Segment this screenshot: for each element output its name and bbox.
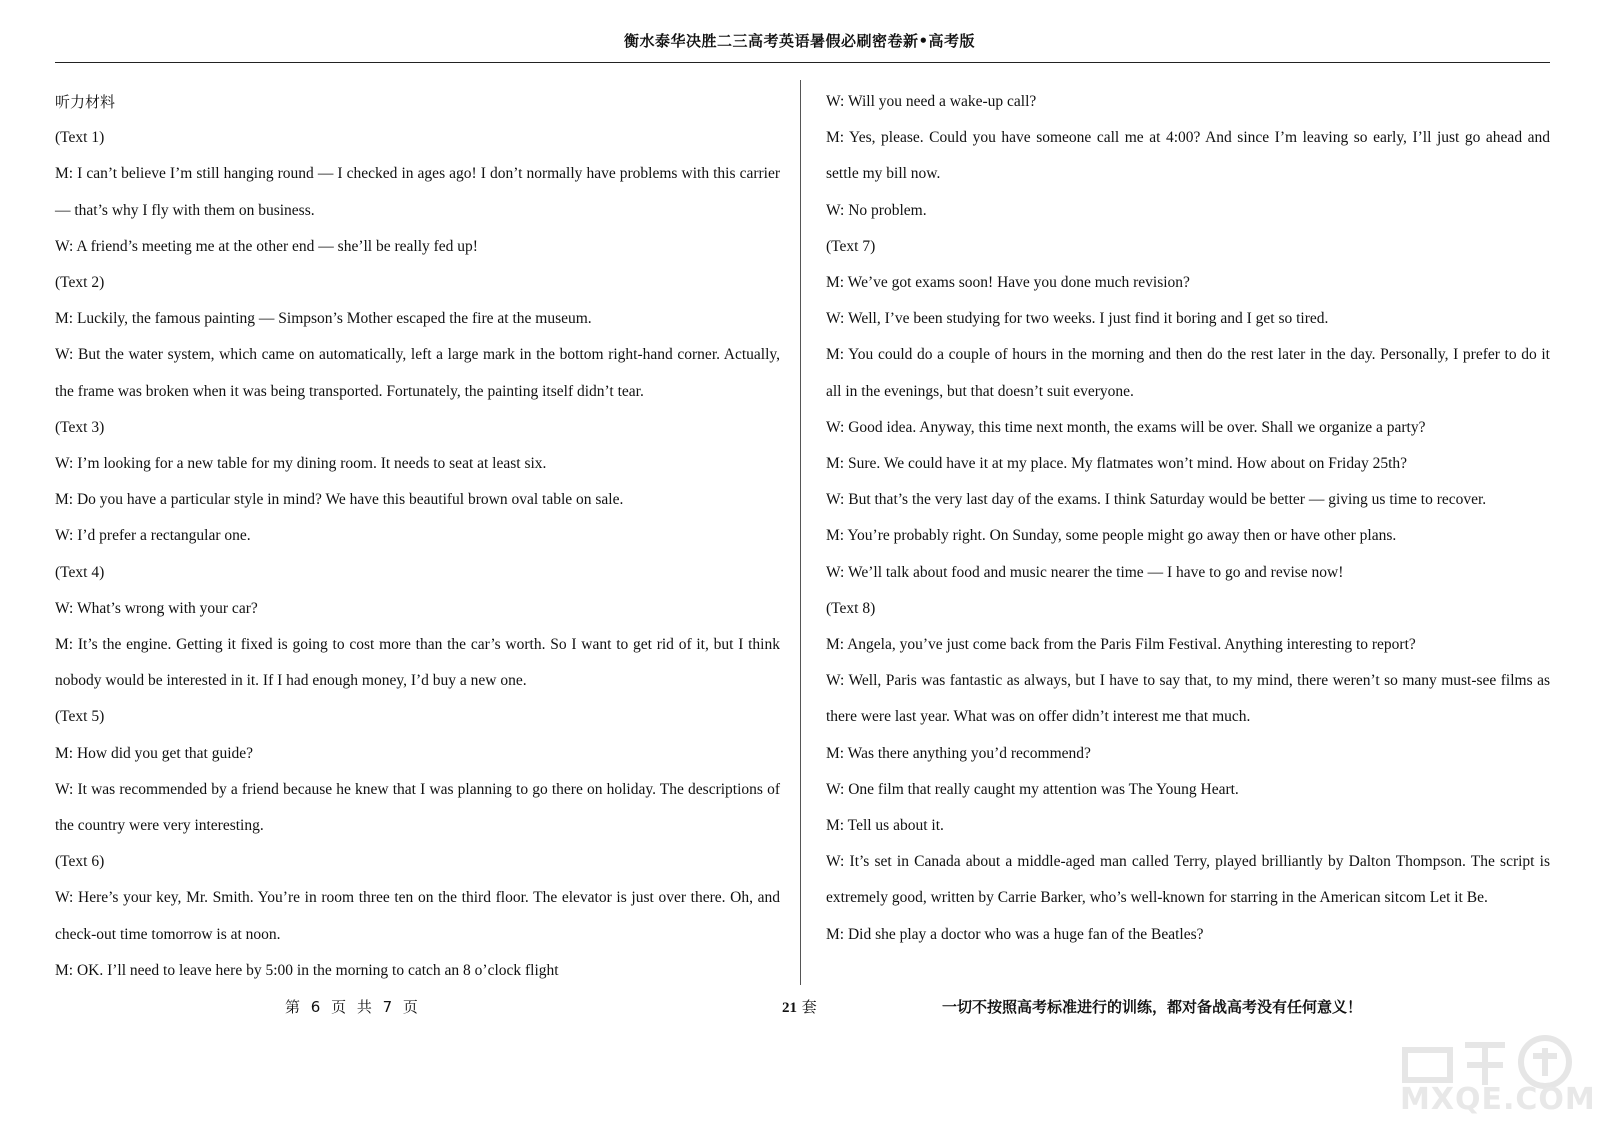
dialogue-line: M: Do you have a particular style in mind? We have this beautiful brown oval table on sale. [55, 491, 624, 509]
page-header-title: 衡水泰华决胜二三高考英语暑假必刷密卷新•高考版 [623, 32, 976, 50]
dialogue-line: M: Was there anything you’d recommend? [826, 744, 1091, 762]
dialogue-line: M: Tell us about it. [826, 817, 944, 835]
dialogue-line: W: Good idea. Anyway, this time next month, the exams will be over. Shall we organize a party? [826, 418, 1426, 436]
dialogue-line: M: Angela, you’ve just come back from the Paris Film Festival. Anything interesting to report? [826, 636, 1416, 654]
footer-set-number [782, 996, 817, 1017]
dialogue-line: W: Well, Paris was fantastic as always, but I have to say that, to my mind, there weren’t so many must-see films as there were last year. What was on offer didn’t interest me that much. [826, 672, 1550, 726]
dialogue-line: M: Sure. We could have it at my place. My flatmates won’t mind. How about on Friday 25th? [826, 455, 1408, 473]
dialogue-line: M: Yes, please. Could you have someone call me at 4:00? And since I’m leaving so early, I’ll just go ahead and settle my bill now. [826, 129, 1550, 183]
dialogue-line: W: Will you need a wake-up call? [826, 93, 1037, 110]
footer-slogan: 一切不按照高考标准进行的训练，都对备战高考没有任何意义！ [942, 998, 1363, 1016]
dialogue-line: W: What’s wrong with your car? [55, 599, 258, 617]
text-label: (Text 6) [55, 853, 105, 871]
left-column [55, 84, 780, 989]
dialogue-line: W: One film that really caught my attention was The Young Heart. [826, 780, 1239, 798]
dialogue-line: W: But that’s the very last day of the exams. I think Saturday would be better — giving us time to recover. [826, 491, 1487, 509]
dialogue-line: M: You’re probably right. On Sunday, some people might go away then or have other plans. [826, 527, 1397, 545]
set-number-value: 21 [782, 1000, 797, 1016]
right-column [826, 84, 1550, 953]
dialogue-line: W: Here’s your key, Mr. Smith. You’re in room three ten on the third floor. The elevator is just over there. Oh, and check-out time tomorrow is at noon. [55, 889, 780, 943]
text-label: (Text 2) [55, 274, 105, 292]
dialogue-line: W: I’d prefer a rectangular one. [55, 527, 251, 545]
dialogue-line: M: OK. I’ll need to leave here by 5:00 in the morning to catch an 8 o’clock flight [55, 961, 559, 979]
dialogue-line: W: Well, I’ve been studying for two weeks. I just find it boring and I get so tired. [826, 310, 1329, 328]
text-label: (Text 5) [55, 708, 105, 726]
footer-page-number: 第 6 页 共 7 页 [285, 998, 418, 1016]
dialogue-line: W: It was recommended by a friend because he knew that I was planning to go there on holiday. The descriptions of the country were very interesting. [55, 780, 780, 835]
dialogue-line: W: A friend’s meeting me at the other end — she’ll be really fed up! [55, 237, 478, 255]
dialogue-line: M: How did you get that guide? [55, 744, 254, 762]
dialogue-line: M: Luckily, the famous painting — Simpson’s Mother escaped the fire at the museum. [55, 310, 592, 328]
dialogue-line: M: We’ve got exams soon! Have you done much revision? [826, 274, 1190, 292]
section-heading: 听力材料 [55, 93, 116, 111]
text-label: (Text 4) [55, 563, 105, 581]
dialogue-line: W: We’ll talk about food and music nearer the time — I have to go and revise now! [826, 563, 1344, 581]
dialogue-line: M: You could do a couple of hours in the morning and then do the rest later in the day. Personally, I prefer to do it all in the evenings, but that doesn’t suit everyone. [826, 346, 1550, 400]
dialogue-line: W: It’s set in Canada about a middle-aged man called Terry, played brilliantly by Dalton Thompson. The script is extremely good, written by Carrie Barker, who’s well-known for starring in the American sitcom Let it Be. [826, 853, 1550, 907]
text-label: (Text 8) [826, 599, 876, 617]
set-suffix: 套 [797, 998, 817, 1016]
dialogue-line: M: I can’t believe I’m still hanging round — I checked in ages ago! I don’t normally have problems with this carrier — that’s why I fly with them on business. [55, 165, 780, 219]
text-label: (Text 1) [55, 129, 105, 147]
dialogue-line: W: But the water system, which came on automatically, left a large mark in the bottom right-hand corner. Actually, the frame was broken when it was being transported. Fortunately, the painting itself didn’t tear. [55, 346, 780, 400]
text-label: (Text 7) [826, 237, 876, 255]
watermark-text: MXQE.COM [1400, 1082, 1596, 1117]
column-divider [800, 80, 801, 985]
dialogue-line: M: Did she play a doctor who was a huge fan of the Beatles? [826, 925, 1204, 943]
header-divider [55, 62, 1550, 63]
dialogue-line: W: I’m looking for a new table for my dining room. It needs to seat at least six. [55, 455, 547, 473]
dialogue-line: M: It’s the engine. Getting it fixed is going to cost more than the car’s worth. So I want to get rid of it, but I think nobody would be interested in it. If I had enough money, I’d buy a new one. [55, 636, 780, 690]
dialogue-line: W: No problem. [826, 201, 927, 219]
text-label: (Text 3) [55, 418, 105, 436]
